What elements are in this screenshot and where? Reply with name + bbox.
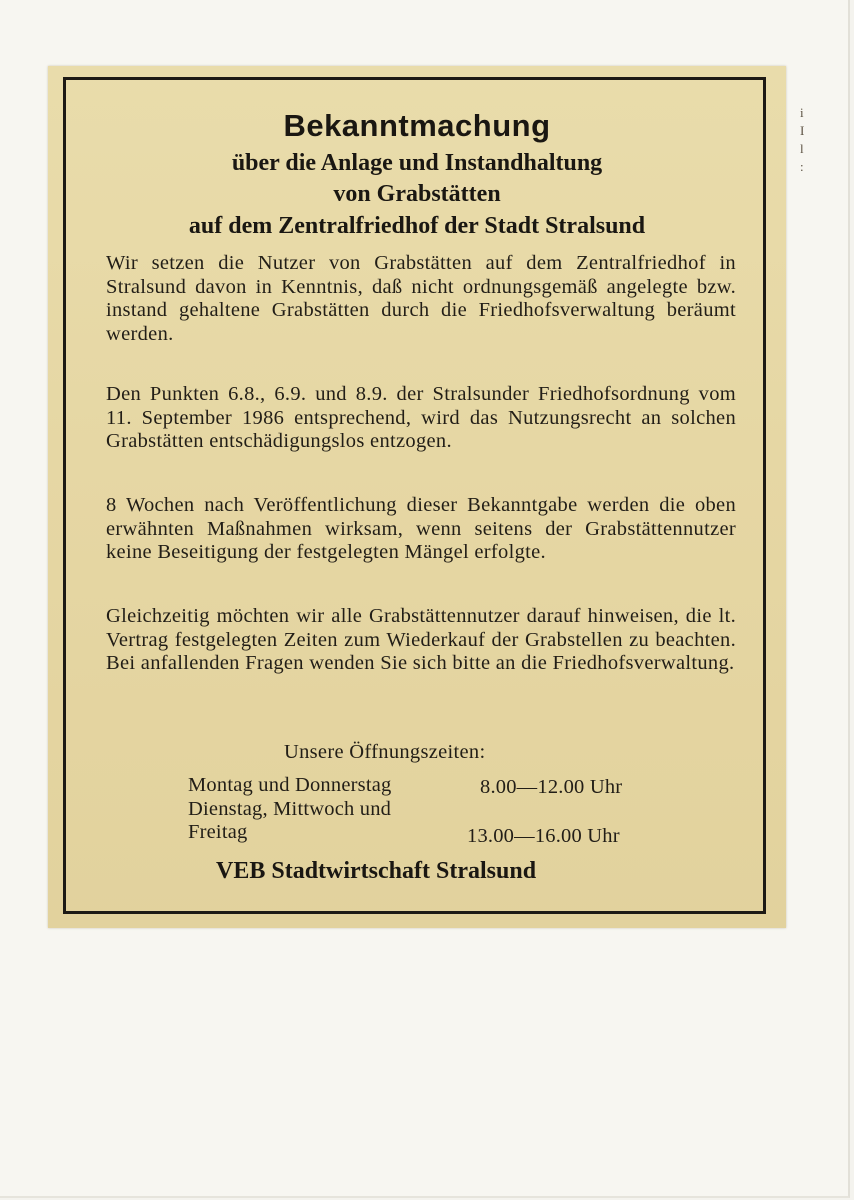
notice-subtitle-line1: über die Anlage und Instandhaltung <box>231 150 603 176</box>
hours-row1-time: 8.00—12.00 Uhr <box>480 776 623 798</box>
notice-subtitle-line3: auf dem Zentralfriedhof der Stadt Stralsund <box>188 213 646 239</box>
notice-title: Bekanntmachung <box>283 108 551 143</box>
opening-hours-heading: Unsere Öffnungszeiten: <box>284 741 486 763</box>
paragraph-2: Den Punkten 6.8., 6.9. und 8.9. der Stralsunder Friedhofsordnung vom 11. September 1986 entsprechend, wird das Nutzungsrecht an solchen Grabstätten entschädigungslos entzogen. <box>106 383 736 452</box>
hours-row1-days: Montag und Donnerstag <box>188 774 392 796</box>
hours-row2-days-line1: Dienstag, Mittwoch und <box>188 798 392 820</box>
hours-row2-time: 13.00—16.00 Uhr <box>467 825 620 847</box>
paragraph-1: Wir setzen die Nutzer von Grabstätten auf dem Zentralfriedhof in Stralsund davon in Kenntnis, daß nicht ordnungsgemäß angelegte bzw. instand gehaltene Grabstätten durch die Friedhofsverwaltung beräumt werden. <box>106 252 736 345</box>
paragraph-4: Gleichzeitig möchten wir alle Grabstättennutzer darauf hinweisen, die lt. Vertrag festgelegten Zeiten zum Wiederkauf der Grabstellen zu beachten. Bei anfallenden Fragen wenden Sie sich bitte an die Friedhofsverwaltung. <box>106 605 736 674</box>
hours-row2-days-line2: Freitag <box>188 821 248 843</box>
newspaper-clipping <box>48 66 805 928</box>
signature: VEB Stadtwirtschaft Stralsund <box>216 858 537 884</box>
paragraph-3: 8 Wochen nach Veröffentlichung dieser Bekanntgabe werden die oben erwähnten Maßnahmen wirksam, wenn seitens der Grabstättennutzer keine Beseitigung der festgelegten Mängel erfolgte. <box>106 494 736 563</box>
torn-margin-marks: i I l : <box>800 105 805 174</box>
notice-subtitle-line2: von Grabstätten <box>333 181 501 207</box>
